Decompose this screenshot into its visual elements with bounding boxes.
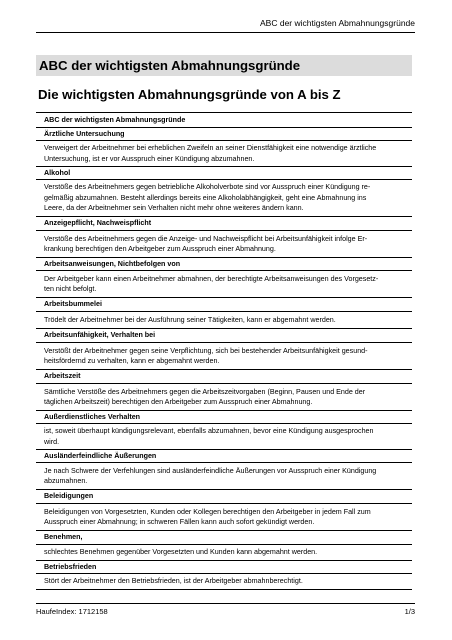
entry-description-line: Leere, da der Arbeitnehmer sein Verhalten nicht mehr ohne weiteres ändern kann.: [44, 204, 304, 213]
entry-description-line: täglichen Arbeitszeit) berechtigen den Arbeitgeber zum Ausspruch einer Abmahnung.: [44, 398, 313, 406]
entry-term: [36, 166, 412, 179]
running-header: [36, 18, 415, 33]
entry-term: [36, 369, 412, 383]
footer-index: HaufeIndex: 1712158: [36, 607, 108, 616]
entry-description-line: ten nicht befolgt.: [44, 285, 97, 293]
entry-description-line: abzumahnen.: [44, 477, 88, 485]
entry-term-text: Arbeitsanweisungen, Nichtbefolgen von: [44, 259, 181, 268]
entry-description-line: Ausspruch einer Abmahnung; in schweren Fällen kann auch sofort gekündigt werden.: [44, 518, 315, 526]
entry-description-line: wird.: [44, 437, 60, 446]
entry-term-text: Alkohol: [44, 168, 71, 177]
document-title: ABC der wichtigsten Abmahnungsgründe: [36, 55, 412, 76]
entry-description: [36, 544, 412, 560]
entry-description-line: ist, soweit überhaupt kündigungsrelevant, ebenfalls abzumahnen, bevor eine Kündigung ausgesprochen: [44, 427, 374, 436]
entry-description: [36, 503, 412, 530]
entry-term-text: Arbeitszeit: [44, 372, 81, 381]
entry-description: [36, 462, 412, 489]
entry-description: [36, 140, 412, 166]
entry-description-line: Verstöße des Arbeitnehmers gegen die Anzeige- und Nachweispflicht bei Arbeitsunfähigkeit infolge Er-: [44, 234, 368, 243]
entry-description-line: Verstöße des Arbeitnehmers gegen betriebliche Alkoholverbote sind vor Ausspruch einer Kündigung re-: [44, 183, 371, 192]
entry-term-text: Betriebsfrieden: [44, 562, 97, 571]
entry-description-line: Trödelt der Arbeitnehmer bei der Ausführung seiner Tätigkeiten, kann er abgemahnt werden.: [44, 315, 336, 324]
document-subtitle: Die wichtigsten Abmahnungsgründe von A bis Z: [38, 87, 341, 102]
entry-term: [36, 257, 412, 270]
grounds-table: [36, 112, 412, 590]
entry-term: [36, 328, 412, 342]
entry-term: [36, 489, 412, 503]
entry-term-text: Ärztliche Untersuchung: [44, 129, 125, 138]
entry-description: [36, 383, 412, 410]
entry-term-text: Anzeigepflicht, Nachweispflicht: [44, 219, 152, 228]
entry-description: [36, 342, 412, 369]
entry-term: [36, 127, 412, 140]
entry-description-line: Stört der Arbeitnehmer den Betriebsfrieden, ist der Arbeitgeber abmahnberechtigt.: [44, 577, 303, 586]
entry-description: [36, 179, 412, 216]
entry-description: [36, 270, 412, 297]
entry-description-line: Untersuchung, ist er vor Ausspruch einer Kündigung abzumahnen.: [44, 154, 255, 163]
footer-page-number: 1/3: [404, 607, 415, 616]
entry-term: [36, 449, 412, 462]
entry-term: [36, 216, 412, 230]
table-caption-text: ABC der wichtigsten Abmahnungsgründe: [44, 115, 186, 124]
entry-description-line: Sämtliche Verstöße des Arbeitnehmers gegen die Arbeitszeitvorgaben (Beginn, Pausen und Ende der: [44, 387, 366, 396]
entry-term-text: Beleidigungen: [44, 492, 94, 501]
table-caption: [36, 113, 412, 127]
page-footer: [36, 603, 415, 616]
entry-description-line: Verstößt der Arbeitnehmer gegen seine Verpflichtung, sich bei bestehender Arbeitsunfähigkeit gesund-: [44, 346, 368, 355]
entry-term-text: Arbeitsbummelei: [44, 300, 102, 309]
entry-description-line: krankung berechtigen den Arbeitgeber zum Ausspruch einer Abmahnung.: [44, 245, 276, 253]
entry-description-line: Beleidigungen von Vorgesetzten, Kunden oder Kollegen berechtigen den Arbeitgeber in jedem Fall zum: [44, 507, 371, 516]
entry-description: [36, 230, 412, 257]
entry-description: [36, 311, 412, 328]
entry-description-line: schlechtes Benehmen gegenüber Vorgesetzten und Kunden kann abgemahnt werden.: [44, 548, 318, 557]
entry-description-line: gelmäßig abzumahnen. Besteht allerdings bereits eine Alkoholabhängigkeit, geht eine Abmahnung ins: [44, 193, 367, 202]
running-header-title: ABC der wichtigsten Abmahnungsgründe: [260, 18, 415, 28]
entry-term: [36, 530, 412, 544]
entry-term: [36, 410, 412, 423]
entry-description-line: Verweigert der Arbeitnehmer bei erheblichen Zweifeln an seiner Dienstfähigkeit eine notwendige ärztliche: [44, 144, 377, 153]
entry-term: [36, 560, 412, 573]
entry-description: [36, 423, 412, 449]
entry-description-line: Der Arbeitgeber kann einen Arbeitnehmer abmahnen, der berechtigte Arbeitsanweisungen des Vorgesetz-: [44, 274, 379, 283]
entry-term-text: Arbeitsunfähigkeit, Verhalten bei: [44, 331, 156, 340]
entry-description: [36, 573, 412, 589]
entry-term-text: Außerdienstliches Verhalten: [44, 412, 141, 421]
entry-term: [36, 297, 412, 311]
entry-description-line: heitsfördernd zu verhalten, kann er abgemahnt werden.: [44, 357, 220, 365]
entry-term-text: Ausländerfeindliche Äußerungen: [44, 451, 157, 460]
entry-term-text: Benehmen,: [44, 533, 83, 542]
entry-description-line: Je nach Schwere der Verfehlungen sind ausländerfeindliche Äußerungen vor Ausspruch einer Kündigung: [44, 466, 377, 475]
